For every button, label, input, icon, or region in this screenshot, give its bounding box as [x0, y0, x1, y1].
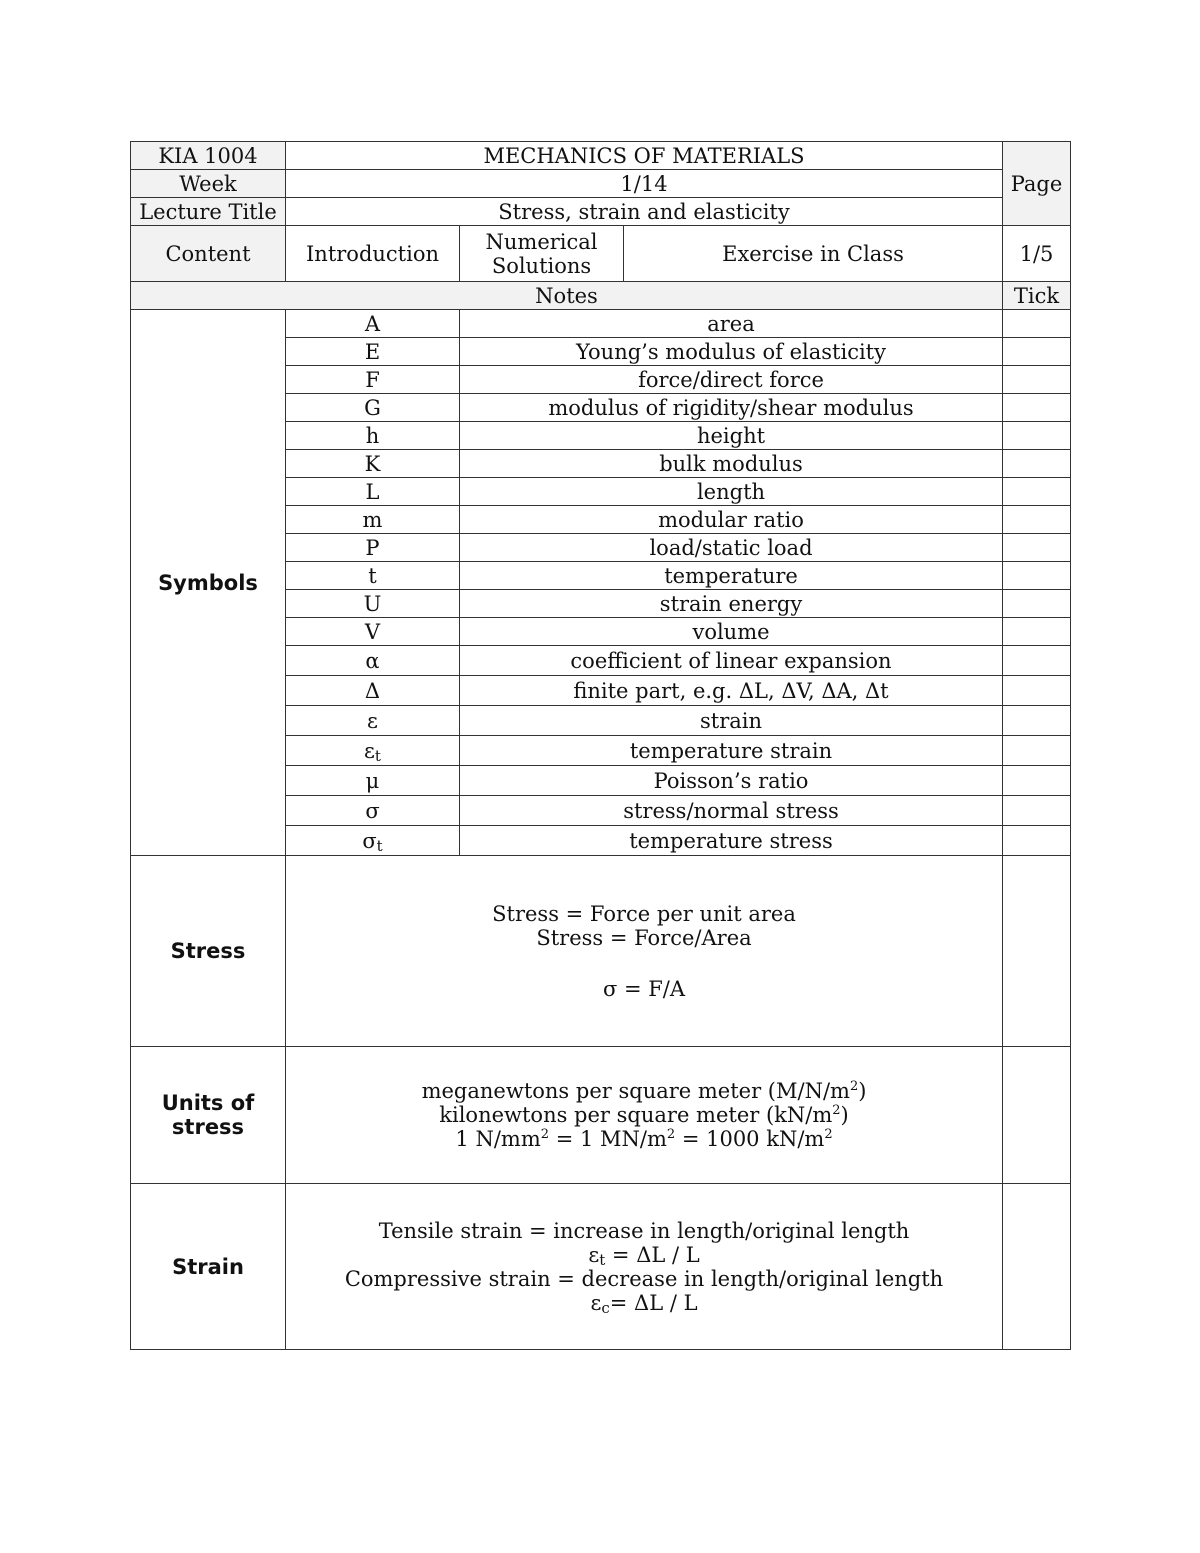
units-line-2: [290, 1103, 998, 1127]
tick-cell: [1003, 618, 1071, 646]
symbol-cell: V: [286, 618, 460, 646]
symbol-meaning: strain energy: [460, 590, 1003, 618]
units-line-3: [290, 1127, 998, 1151]
symbol-meaning: finite part, e.g. ΔL, ΔV, ΔA, Δt: [460, 676, 1003, 706]
course-title: MECHANICS OF MATERIALS: [286, 142, 1003, 170]
symbol-meaning: bulk modulus: [460, 450, 1003, 478]
units-line-1: [290, 1079, 998, 1103]
units-text: = 1000 kN/m: [675, 1127, 825, 1151]
tick-cell: [1003, 534, 1071, 562]
lecture-title-value: Stress, strain and elasticity: [286, 198, 1003, 226]
spacer: [290, 950, 998, 977]
strain-formula-text: = ΔL / L: [609, 1290, 698, 1315]
units-text: ): [840, 1103, 849, 1127]
symbol-meaning: temperature stress: [460, 826, 1003, 856]
tick-cell: [1003, 562, 1071, 590]
symbol-cell: L: [286, 478, 460, 506]
symbol-cell: U: [286, 590, 460, 618]
symbol-cell: [286, 736, 460, 766]
symbol-meaning: temperature: [460, 562, 1003, 590]
symbol-cell: t: [286, 562, 460, 590]
page-label: Page: [1003, 142, 1071, 226]
units-label: [131, 1047, 286, 1184]
symbol-cell: h: [286, 422, 460, 450]
week-value: 1/14: [286, 170, 1003, 198]
symbol-cell: F: [286, 366, 460, 394]
lecture-title-label: Lecture Title: [131, 198, 286, 226]
strain-content: [286, 1184, 1003, 1350]
symbol-meaning: modular ratio: [460, 506, 1003, 534]
symbol-cell: [286, 826, 460, 856]
strain-line-2: [290, 1243, 998, 1267]
symbol-meaning: strain: [460, 706, 1003, 736]
tick-cell: [1003, 506, 1071, 534]
numerical-line-1: Numerical: [485, 229, 598, 254]
strain-line-1: Tensile strain = increase in length/original length: [378, 1218, 910, 1243]
units-text: 1 N/mm: [455, 1127, 541, 1151]
units-text: ): [858, 1079, 867, 1103]
tick-cell: [1003, 736, 1071, 766]
tick-cell: [1003, 422, 1071, 450]
strain-formula-text: = ΔL / L: [605, 1242, 700, 1267]
symbol-meaning: force/direct force: [460, 366, 1003, 394]
symbol-cell: P: [286, 534, 460, 562]
superscript: 2: [666, 1127, 676, 1142]
week-label: Week: [131, 170, 286, 198]
symbol-main: ε: [364, 738, 375, 763]
symbol-meaning: Young’s modulus of elasticity: [460, 338, 1003, 366]
symbol-meaning: Poisson’s ratio: [460, 766, 1003, 796]
units-label-line-1: Units of: [161, 1091, 255, 1115]
page-value: 1/5: [1003, 226, 1071, 282]
superscript: 2: [540, 1127, 550, 1142]
symbol-meaning: volume: [460, 618, 1003, 646]
stress-label: Stress: [131, 856, 286, 1047]
symbol-meaning: temperature strain: [460, 736, 1003, 766]
tick-cell: [1003, 450, 1071, 478]
symbol-meaning: area: [460, 310, 1003, 338]
tick-cell: [1003, 338, 1071, 366]
tick-cell: [1003, 590, 1071, 618]
symbol-cell: m: [286, 506, 460, 534]
tick-cell: [1003, 478, 1071, 506]
symbol-cell: E: [286, 338, 460, 366]
strain-line-3: Compressive strain = decrease in length/original length: [344, 1266, 944, 1291]
symbol-meaning: stress/normal stress: [460, 796, 1003, 826]
symbol-subscript: t: [376, 836, 383, 855]
notes-header: Notes: [131, 282, 1003, 310]
tick-cell: [1003, 1184, 1071, 1350]
content-numerical-solutions: [460, 226, 624, 282]
symbol-meaning: height: [460, 422, 1003, 450]
superscript: 2: [824, 1127, 833, 1142]
symbol-cell: A: [286, 310, 460, 338]
symbol-main: σ: [362, 828, 377, 853]
course-code: KIA 1004: [131, 142, 286, 170]
tick-cell: [1003, 796, 1071, 826]
stress-content: [286, 856, 1003, 1047]
superscript: 2: [832, 1103, 841, 1118]
units-content: [286, 1047, 1003, 1184]
subscript: c: [601, 1298, 610, 1317]
units-text: kilonewtons per square meter (kN/m: [439, 1103, 833, 1127]
strain-symbol: ε: [588, 1242, 600, 1267]
tick-cell: [1003, 706, 1071, 736]
strain-label: Strain: [131, 1184, 286, 1350]
symbol-meaning: coefficient of linear expansion: [460, 646, 1003, 676]
strain-line-4: [290, 1291, 998, 1315]
symbol-cell: Δ: [286, 676, 460, 706]
tick-cell: [1003, 1047, 1071, 1184]
tick-cell: [1003, 394, 1071, 422]
symbol-meaning: modulus of rigidity/shear modulus: [460, 394, 1003, 422]
strain-symbol: ε: [590, 1290, 602, 1315]
symbol-cell: G: [286, 394, 460, 422]
tick-cell: [1003, 310, 1071, 338]
tick-cell: [1003, 826, 1071, 856]
symbol-cell: K: [286, 450, 460, 478]
symbol-subscript: t: [374, 746, 381, 765]
course-notes-table: [130, 141, 1071, 1350]
tick-header: Tick: [1003, 282, 1071, 310]
stress-line-1: Stress = Force per unit area: [492, 901, 796, 926]
tick-cell: [1003, 366, 1071, 394]
symbol-meaning: load/static load: [460, 534, 1003, 562]
tick-cell: [1003, 676, 1071, 706]
symbols-label: Symbols: [131, 310, 286, 856]
units-label-line-2: stress: [171, 1115, 245, 1139]
symbol-meaning: length: [460, 478, 1003, 506]
units-text: = 1 MN/m: [549, 1127, 667, 1151]
units-text: meganewtons per square meter (M/N/m: [421, 1079, 850, 1103]
symbol-cell: α: [286, 646, 460, 676]
symbol-cell: ε: [286, 706, 460, 736]
stress-line-2: Stress = Force/Area: [536, 925, 752, 950]
tick-cell: [1003, 766, 1071, 796]
content-label: Content: [131, 226, 286, 282]
content-exercise-in-class: Exercise in Class: [624, 226, 1003, 282]
tick-cell: [1003, 856, 1071, 1047]
content-introduction: Introduction: [286, 226, 460, 282]
subscript: t: [599, 1250, 606, 1269]
symbol-cell: σ: [286, 796, 460, 826]
numerical-line-2: Solutions: [491, 253, 592, 278]
stress-formula: σ = F/A: [602, 976, 686, 1001]
superscript: 2: [849, 1079, 859, 1094]
tick-cell: [1003, 646, 1071, 676]
symbol-cell: μ: [286, 766, 460, 796]
